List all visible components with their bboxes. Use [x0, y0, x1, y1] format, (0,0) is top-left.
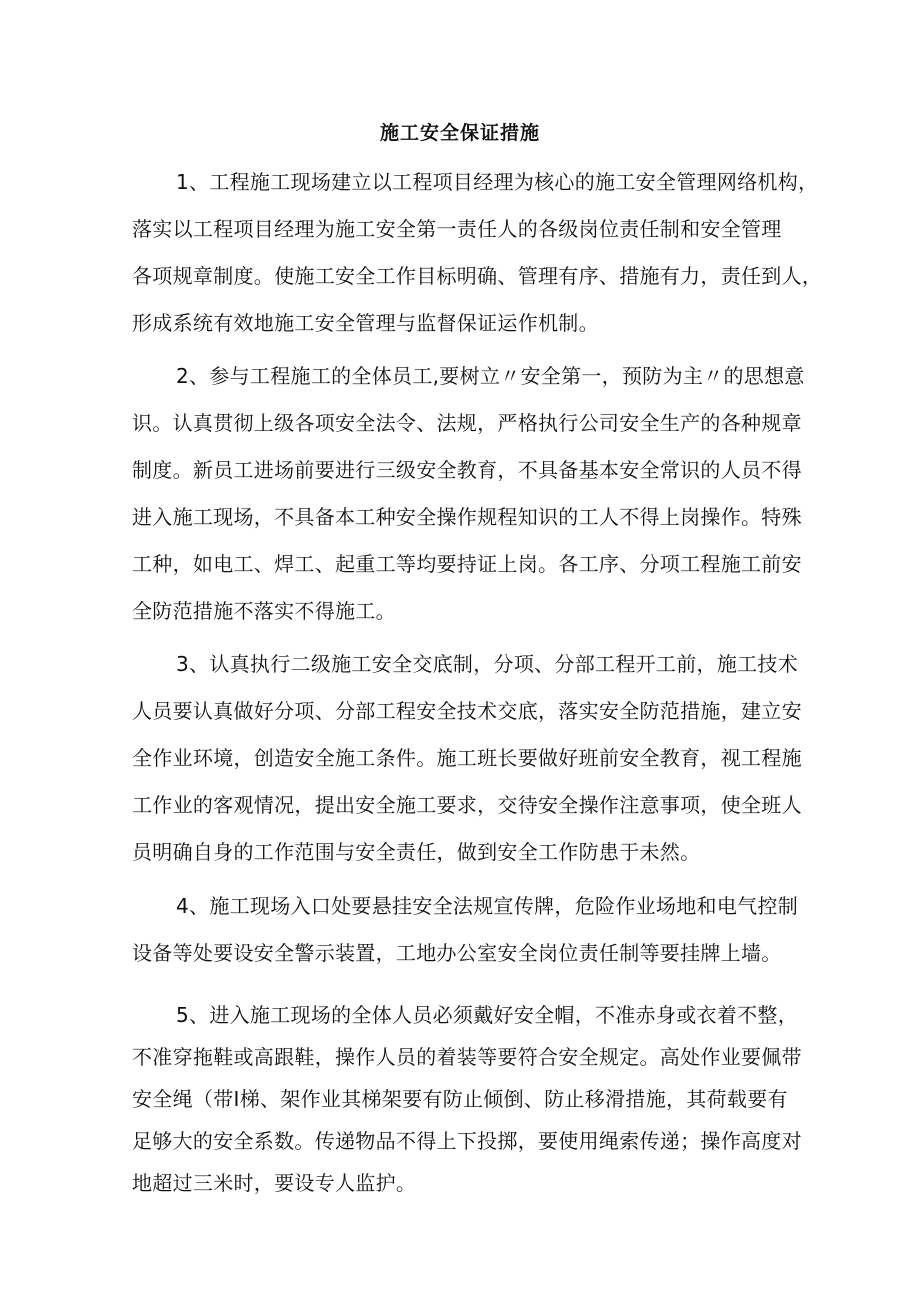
paragraph-line: 足够大的安全系数。传递物品不得上下投掷，要使用绳索传递；操作高度对 [132, 1129, 802, 1153]
paragraph-line: 2、参与工程施工的全体员工,要树立〃安全第一，预防为主〃的思想意 [176, 364, 805, 388]
paragraph-line: 员明确自身的工作范围与安全责任，做到安全工作防患于未然。 [132, 840, 701, 864]
paragraph-line: 3、认真执行二级施工安全交底制，分项、分部工程开工前，施工技术 [176, 652, 799, 676]
paragraph-line: 设备等处要设安全警示装置，工地办公室安全岗位责任制等要挂牌上墙。 [132, 941, 782, 965]
paragraph-4 [132, 883, 799, 977]
paragraph-5 [132, 994, 802, 1204]
paragraph-line: 不准穿拖鞋或高跟鞋，操作人员的着装等要符合安全规定。高处作业要佩带 [132, 1045, 802, 1069]
paragraph-line: 各项规章制度。使施工安全工作目标明确、管理有序、措施有力，责任到人， [132, 264, 823, 288]
paragraph-line: 1、工程施工现场建立以工程项目经理为核心的施工安全管理网络机构， [176, 170, 819, 194]
paragraph-3 [132, 641, 802, 876]
paragraph-line: 全防范措施不落实不得施工。 [132, 599, 396, 623]
paragraph-1 [132, 159, 823, 347]
paragraph-2 [132, 353, 805, 635]
paragraph-line: 形成系统有效地施工安全管理与监督保证运作机制。 [132, 311, 599, 335]
paragraph-line: 人员要认真做好分项、分部工程安全技术交底，落实安全防范措施，建立安 [132, 699, 802, 723]
paragraph-line: 安全绳（带I梯、架作业其梯架要有防止倾倒、防止移滑措施，其荷载要有 [132, 1087, 788, 1111]
paragraph-line: 5、进入施工现场的全体人员必须戴好安全帽，不准赤身或衣着不整， [176, 1003, 799, 1027]
paragraph-line: 工种，如电工、焊工、起重工等均要持证上岗。各工序、分项工程施工前安 [132, 552, 802, 576]
paragraph-line: 工作业的客观情况，提出安全施工要求，交待安全操作注意事项，使全班人 [132, 793, 802, 817]
paragraph-line: 识。认真贯彻上级各项安全法令、法规，严格执行公司安全生产的各种规章 [132, 411, 802, 435]
paragraph-line: 全作业环境，创造安全施工条件。施工班长要做好班前安全教育，视工程施 [132, 746, 802, 770]
paragraph-line: 制度。新员工进场前要进行三级安全教育，不具备基本安全常识的人员不得 [132, 458, 802, 482]
document-title: 施工安全保证措施 [379, 122, 540, 144]
paragraph-line: 4、施工现场入口处要悬挂安全法规宣传牌，危险作业场地和电气控制 [176, 894, 799, 918]
paragraph-line: 落实以工程项目经理为施工安全第一责任人的各级岗位责任制和安全管理 [132, 217, 782, 241]
paragraph-line: 地超过三米时，要设专人监护。 [132, 1171, 417, 1195]
paragraph-line: 进入施工现场，不具备本工种安全操作规程知识的工人不得上岗操作。特殊 [132, 505, 802, 529]
